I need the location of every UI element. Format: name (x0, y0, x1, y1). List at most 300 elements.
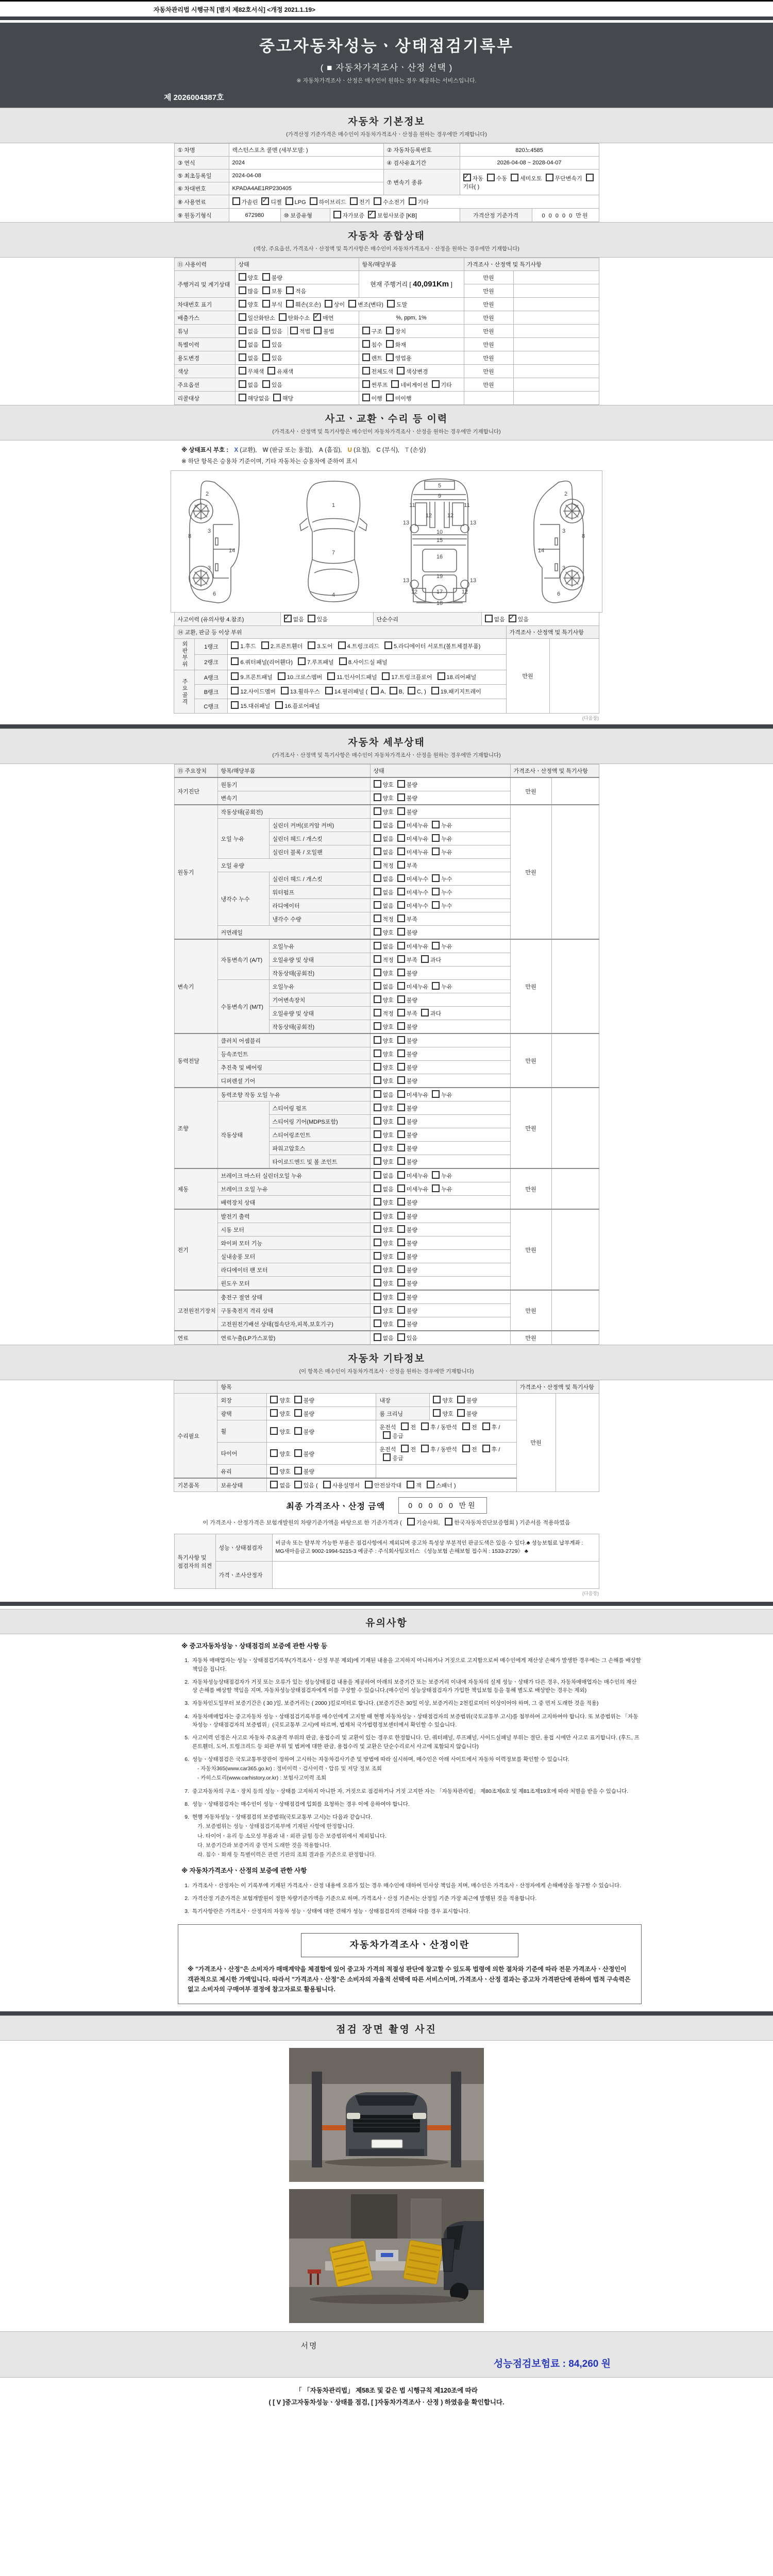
checkbox-전기[interactable] (350, 197, 358, 205)
checkbox-양호[interactable] (374, 1319, 381, 1327)
checkbox-미세누수[interactable] (397, 888, 405, 895)
checkbox-부식[interactable] (262, 300, 270, 308)
form-reference: 자동차관리법 시행규칙 [별지 제82호서식] <개정 2021.1.19> (154, 6, 316, 13)
checkbox-일산화탄소[interactable] (239, 313, 246, 321)
checkbox-스패너[interactable] (427, 1481, 434, 1488)
checkbox-8.사이드실 패널[interactable] (339, 657, 347, 665)
checkbox-양호[interactable] (374, 1306, 381, 1314)
checkbox-2.프론트휀더[interactable] (261, 641, 269, 649)
cell: 가격산정 기준가격 (460, 209, 532, 222)
checkbox-있음[interactable] (262, 340, 270, 348)
checkbox-없음[interactable] (239, 380, 246, 388)
checkbox-없음[interactable] (374, 821, 381, 828)
checkbox-불량[interactable] (457, 1396, 465, 1403)
checkbox-양호[interactable] (374, 995, 381, 1003)
checkbox-무단변속기[interactable] (546, 174, 553, 181)
checkbox-불량[interactable] (397, 1049, 405, 1057)
checkbox-label: 누유 (441, 1173, 452, 1179)
cell (228, 670, 506, 685)
checkbox-16.플로어패널[interactable] (275, 701, 283, 709)
checkbox-C[interactable] (408, 687, 415, 694)
checkbox-5.라디에이터 서포트(볼트체결부품)[interactable] (384, 641, 392, 649)
checkbox-13.휠하우스[interactable] (281, 687, 289, 694)
checkbox-세미오토[interactable] (511, 174, 518, 181)
checkbox-양호[interactable] (374, 1117, 381, 1125)
cell: 820노4585 (460, 144, 599, 157)
checkbox-양호[interactable] (374, 780, 381, 788)
checkbox-기술사회,[interactable] (407, 1518, 415, 1526)
checkbox-누유[interactable] (432, 821, 440, 828)
zone-number-3: 3 (562, 528, 566, 534)
checkbox-label: 누유 (441, 850, 452, 856)
checkbox-이행[interactable] (362, 394, 370, 401)
checkbox-불량[interactable] (397, 1198, 405, 1206)
checkbox-누수[interactable] (432, 901, 440, 909)
checkbox-있음[interactable] (308, 615, 315, 622)
notice-item: 2. 가격산정 기준가격은 보험개발원이 정한 차량기준가액을 기준으로 하며, 가격조사ㆍ산정 기준서는 산정일 기준 가장 최근에 발행된 것을 적용합니다. (184, 1895, 537, 1902)
checkbox-있음[interactable] (397, 1333, 405, 1341)
checkbox-양호[interactable] (433, 1409, 441, 1417)
checkbox-과다[interactable] (421, 955, 429, 963)
checkbox-양호[interactable] (270, 1409, 278, 1417)
checkbox-양호[interactable] (374, 1022, 381, 1030)
checkbox-A[interactable] (371, 687, 379, 694)
checkbox-양호[interactable] (374, 1265, 381, 1273)
checkbox-해당없음[interactable] (239, 394, 246, 401)
checkbox-12.사이드멤버[interactable] (231, 687, 239, 694)
checkbox-양호[interactable] (270, 1396, 278, 1403)
checkbox-불량[interactable] (397, 1252, 405, 1260)
checkbox-불량[interactable] (397, 1212, 405, 1219)
checkbox-없음[interactable] (374, 874, 381, 882)
checkbox-화재[interactable] (386, 340, 394, 348)
cell: ⑤ 최초등록일 (174, 170, 229, 182)
checkbox-있음[interactable] (262, 353, 270, 361)
checkbox-불량[interactable] (397, 1144, 405, 1151)
checkbox-불량[interactable] (397, 1306, 405, 1314)
checkbox-미세누수[interactable] (397, 874, 405, 882)
checkbox-보험사보증[interactable] (368, 211, 376, 218)
checkbox-양호[interactable] (374, 1130, 381, 1138)
cell: 만원 (510, 1088, 551, 1168)
checkbox-후[interactable] (482, 1445, 490, 1452)
checkbox-17.트렁크플로어[interactable] (382, 672, 390, 680)
checkbox-label: 적음 (295, 289, 307, 295)
checkbox-불량[interactable] (457, 1409, 465, 1417)
checkbox-누유[interactable] (432, 982, 440, 990)
checkbox-불량[interactable] (294, 1396, 302, 1403)
checkbox-부족[interactable] (397, 914, 405, 922)
cell: 추진축 및 베어링 (217, 1061, 370, 1074)
checkbox-있음[interactable] (509, 615, 516, 622)
checkbox-label: 보통 (271, 289, 283, 295)
checkbox-양호[interactable] (239, 273, 246, 281)
checkbox-가솔린[interactable] (232, 197, 240, 205)
checkbox-불량[interactable] (397, 1319, 405, 1327)
notice-item: 1. 자동차 매매업자는 성능ㆍ상태점검기록부(가격조사ㆍ산정 부분 제외)에 기재된 내용을 고지하지 아니하거나 거짓으로 고지함으로써 매수인에게 재산상 손해가 발생한 경우에는 그 손해를 배상할 책임을 집니다. (184, 1657, 641, 1672)
cell (370, 872, 510, 886)
checkbox-label: 불량 (406, 809, 418, 816)
checkbox-없음[interactable] (374, 848, 381, 855)
cell (551, 777, 599, 805)
signature-label[interactable]: 서명 (300, 2342, 318, 2351)
checkbox-부족[interactable] (397, 955, 405, 963)
checkbox-미세누유[interactable] (397, 982, 405, 990)
checkbox-불량[interactable] (397, 793, 405, 801)
checkbox-침수[interactable] (362, 340, 370, 348)
checkbox-네비게이션[interactable] (391, 380, 399, 388)
checkbox-11.인사이드패널[interactable] (327, 672, 335, 680)
checkbox-해당[interactable] (273, 394, 281, 401)
checkbox-label: 양호 (442, 1411, 453, 1417)
checkbox-미세누유[interactable] (397, 942, 405, 950)
checkbox-불량[interactable] (397, 1022, 405, 1030)
checkbox-없음[interactable] (239, 327, 246, 334)
checkbox-불량[interactable] (262, 273, 270, 281)
checkbox-훼손(오손)[interactable] (286, 300, 294, 308)
cell (370, 886, 510, 899)
checkbox-불량[interactable] (397, 1265, 405, 1273)
checkbox-양호[interactable] (374, 1144, 381, 1151)
checkbox-label: 가솔린 (241, 199, 258, 206)
checkbox-후[interactable] (482, 1422, 490, 1430)
checkbox-적정[interactable] (374, 1009, 381, 1016)
checkbox-미세누유[interactable] (397, 1171, 405, 1179)
checkbox-양호[interactable] (374, 1104, 381, 1111)
checkbox-label: 17.트렁크플로어 (391, 674, 432, 681)
checkbox-label: 불량 (406, 997, 418, 1004)
checkbox-label: 양호 (382, 1159, 394, 1165)
cell (370, 777, 510, 791)
checkbox-불량[interactable] (294, 1449, 302, 1457)
exchange-panel-table (0, 625, 773, 714)
checkbox-불량[interactable] (397, 1157, 405, 1165)
cell (359, 392, 464, 405)
checkbox-불량[interactable] (294, 1467, 302, 1475)
checkbox-양호[interactable] (374, 1076, 381, 1084)
checkbox-label: 기타( ) (463, 184, 480, 190)
checkbox-디젤[interactable] (261, 197, 269, 205)
device-group-자기진단: 자기진단 (174, 777, 217, 805)
zone-number-1: 1 (331, 502, 335, 509)
checkbox-없음[interactable] (284, 615, 292, 622)
performance-insurance-fee (175, 2356, 611, 2370)
checkbox-불량[interactable] (397, 807, 405, 815)
checkbox-6.쿼터패널(리어휀다)[interactable] (231, 657, 239, 665)
checkbox-적음[interactable] (286, 286, 294, 294)
checkbox-과다[interactable] (421, 1009, 429, 1016)
checkbox-양호[interactable] (270, 1449, 278, 1457)
checkbox-양호[interactable] (374, 928, 381, 936)
checkbox-누수[interactable] (432, 874, 440, 882)
checkbox-미세누수[interactable] (397, 901, 405, 909)
checkbox-전체도색[interactable] (362, 367, 370, 375)
checkbox-label: 양호 (247, 302, 259, 308)
checkbox-전[interactable] (462, 1422, 470, 1430)
checkbox-유채색[interactable] (267, 367, 275, 375)
checkbox-부족[interactable] (397, 1009, 405, 1016)
checkbox-19.패키지트레이[interactable] (431, 687, 439, 694)
checkbox-누유[interactable] (432, 1171, 440, 1179)
checkbox-미세누유[interactable] (397, 1184, 405, 1192)
checkbox-있음[interactable] (262, 327, 270, 334)
checkbox-양호[interactable] (374, 1252, 381, 1260)
checkbox-불량[interactable] (397, 1130, 405, 1138)
cell (370, 859, 510, 872)
checkbox-양호[interactable] (374, 1279, 381, 1286)
checkbox-양호[interactable] (374, 1198, 381, 1206)
checkbox-label: 침수 (371, 342, 382, 348)
checkbox-기타( )[interactable] (586, 174, 594, 181)
checkbox-수동[interactable] (487, 174, 495, 181)
checkbox-한국자동차진단보증협회[interactable] (445, 1518, 452, 1526)
checkbox-잭[interactable] (407, 1481, 414, 1488)
checkbox-label: 전 (471, 1447, 477, 1453)
checkbox-많음[interactable] (239, 286, 246, 294)
checkbox-전[interactable] (401, 1445, 409, 1452)
checkbox-불법[interactable] (314, 327, 322, 334)
checkbox-없음[interactable] (374, 901, 381, 909)
checkbox-양호[interactable] (433, 1396, 441, 1403)
zone-number-14: 14 (537, 548, 545, 554)
cell (370, 1304, 510, 1317)
checkbox-15.대쉬패널[interactable] (231, 701, 239, 709)
checkbox-없음[interactable] (374, 834, 381, 842)
cell (280, 613, 373, 626)
checkbox-불량[interactable] (397, 1279, 405, 1286)
checkbox-없음[interactable] (270, 1481, 278, 1488)
checkbox-B[interactable] (390, 687, 397, 694)
checkbox-썬루프[interactable] (362, 380, 370, 388)
checkbox-없음[interactable] (239, 340, 246, 348)
checkbox-불량[interactable] (294, 1409, 302, 1417)
checkbox-없음[interactable] (374, 888, 381, 895)
cell (513, 325, 599, 338)
checkbox-양호[interactable] (374, 1239, 381, 1246)
checkbox-누유[interactable] (432, 1184, 440, 1192)
cell: 오일 유량 (217, 859, 370, 872)
checkbox-9.프론트패널[interactable] (231, 672, 239, 680)
checkbox-label: 불법 (323, 329, 334, 335)
cell: 만원 (510, 1168, 551, 1209)
checkbox-변조(변타)[interactable] (348, 300, 356, 308)
checkbox-불량[interactable] (397, 1225, 405, 1233)
notices-body (178, 1641, 642, 2004)
cell: 실린더 헤드 / 개스킷 (269, 872, 370, 886)
cell: 만원 (464, 271, 513, 284)
checkbox-도말[interactable] (387, 300, 395, 308)
checkbox-1.후드[interactable] (231, 641, 239, 649)
cell: 작동상태(공회전) (269, 967, 370, 980)
checkbox-18.리어패널[interactable] (438, 672, 445, 680)
cell: 가격ㆍ조사산정자 (215, 1562, 272, 1589)
checkbox-label: 미세누유 (406, 1092, 429, 1098)
checkbox-7.루프패널[interactable] (298, 657, 306, 665)
checkbox-불량[interactable] (397, 995, 405, 1003)
checkbox-불량[interactable] (397, 1293, 405, 1300)
opinion-group-label: 특기사항 및 점검자의 의견 (174, 1534, 215, 1589)
checkbox-색상변경[interactable] (397, 367, 405, 375)
section-title: 자동차 기타정보 (348, 1353, 425, 1364)
cell (370, 845, 510, 859)
checkbox-누수[interactable] (432, 888, 440, 895)
checkbox-양호[interactable] (374, 807, 381, 815)
checkbox-불량[interactable] (397, 1117, 405, 1125)
checkbox-응급[interactable] (383, 1453, 391, 1461)
checkbox-있음[interactable] (262, 380, 270, 388)
checkbox-없음[interactable] (374, 982, 381, 990)
cell: 냉각수 누수 (217, 872, 269, 926)
checkbox-label: 불량 (466, 1411, 478, 1417)
divider (0, 724, 773, 728)
checkbox-기타[interactable] (409, 197, 416, 205)
cell: ⑦ 변속기 종류 (383, 170, 460, 195)
zone-number-17: 17 (436, 589, 443, 595)
checkbox-양호[interactable] (374, 1225, 381, 1233)
checkbox-없음[interactable] (374, 1171, 381, 1179)
cell: 만원 (506, 639, 549, 714)
checkbox-장치[interactable] (386, 327, 394, 334)
checkbox-label: 불량 (406, 1254, 418, 1260)
inspection-photo-garage-ramp (289, 2189, 484, 2323)
checkbox-적정[interactable] (374, 955, 381, 963)
checkbox-10.크로스멤버[interactable] (278, 672, 285, 680)
checkbox-전[interactable] (401, 1422, 409, 1430)
checkbox-양호[interactable] (374, 1157, 381, 1165)
cell: 비금속 또는 탈부착 가능한 부품은 점검사항에서 제외되며 중고차 특성상 부분적인 판금도색은 있을 수 있다.♣ 성능보험료 납부계좌 : MG새마을금고 9002-1994-5215-3 예금주 : 주식회사팀모터스 《성능보험 손해보험 접수처 : 1533-2729》 ♣ (272, 1534, 599, 1562)
checkbox-label: 양호 (382, 1308, 394, 1314)
checkbox-불량[interactable] (397, 1076, 405, 1084)
cell (370, 926, 510, 940)
checkbox-미세누유[interactable] (397, 1090, 405, 1098)
checkbox-전[interactable] (462, 1445, 470, 1452)
checkbox-자가보증[interactable] (333, 211, 341, 218)
checkbox-있음[interactable] (294, 1481, 302, 1488)
checkbox-label: 누수 (441, 890, 452, 896)
checkbox-양호[interactable] (270, 1427, 278, 1435)
checkbox-불량[interactable] (397, 1239, 405, 1246)
checkbox-없음[interactable] (374, 942, 381, 950)
checkbox-label: 양호 (382, 1024, 394, 1030)
checkbox-적정[interactable] (374, 861, 381, 869)
checkbox-누유[interactable] (432, 848, 440, 855)
checkbox-불량[interactable] (397, 780, 405, 788)
checkbox-없음[interactable] (374, 1090, 381, 1098)
cell (235, 378, 359, 392)
checkbox-부족[interactable] (397, 861, 405, 869)
checkbox-탄화수소[interactable] (279, 313, 287, 321)
checkbox-후[interactable] (421, 1445, 429, 1452)
cell: 디퍼렌셜 기어 (217, 1074, 370, 1088)
checkbox-양호[interactable] (374, 793, 381, 801)
cell: 현재 주행거리 [ 40,091Km ] (359, 271, 464, 298)
checkbox-label: 양호 (382, 1295, 394, 1301)
checkbox-불량[interactable] (397, 928, 405, 936)
cell: 리콜대상 (174, 392, 235, 405)
checkbox-없음[interactable] (374, 1184, 381, 1192)
checkbox-양호[interactable] (374, 1049, 381, 1057)
checkbox-양호[interactable] (374, 1212, 381, 1219)
section-title: 사고ㆍ교환ㆍ수리 등 이력 (325, 414, 448, 425)
checkbox-상이[interactable] (325, 300, 332, 308)
checkbox-무채색[interactable] (239, 367, 246, 375)
checkbox-렌트[interactable] (362, 353, 370, 361)
checkbox-3.도어[interactable] (308, 641, 315, 649)
checkbox-없음[interactable] (374, 1333, 381, 1341)
cell (235, 351, 359, 365)
checkbox-label: 불량 (303, 1411, 315, 1417)
checkbox-label: 양호 (382, 1241, 394, 1247)
checkbox-응급[interactable] (383, 1431, 391, 1439)
checkbox-양호[interactable] (374, 969, 381, 976)
checkbox-적정[interactable] (374, 914, 381, 922)
checkbox-보통[interactable] (262, 286, 270, 294)
checkbox-불량[interactable] (294, 1427, 302, 1435)
checkbox-하이브리드[interactable] (310, 197, 317, 205)
cell: 오일유량 및 상태 (269, 953, 370, 967)
checkbox-미세누유[interactable] (397, 821, 405, 828)
cell (359, 351, 464, 365)
checkbox-미세누유[interactable] (397, 848, 405, 855)
checkbox-양호[interactable] (374, 1293, 381, 1300)
checkbox-LPG[interactable] (285, 197, 293, 205)
checkbox-양호[interactable] (270, 1467, 278, 1475)
checkbox-불량[interactable] (397, 1063, 405, 1071)
checkbox-불량[interactable] (397, 1104, 405, 1111)
checkbox-구조[interactable] (362, 327, 370, 334)
checkbox-수소전기[interactable] (374, 197, 381, 205)
checkbox-4.트렁크리드[interactable] (338, 641, 346, 649)
checkbox-적법[interactable] (290, 327, 298, 334)
checkbox-미세누유[interactable] (397, 834, 405, 842)
checkbox-14.필러패널[interactable] (325, 687, 333, 694)
cell: ⑨ 원동기형식 (174, 209, 229, 222)
checkbox-불량[interactable] (397, 1036, 405, 1044)
checkbox-label: 전기 (359, 199, 371, 206)
checkbox-매연[interactable] (313, 313, 321, 321)
checkbox-양호[interactable] (374, 1063, 381, 1071)
cell: 색상 (174, 365, 235, 378)
checkbox-영업용[interactable] (386, 353, 394, 361)
checkbox-label: 있음 (303, 1483, 315, 1489)
divider (0, 2011, 773, 2015)
cell (235, 325, 359, 338)
checkbox-없음[interactable] (239, 353, 246, 361)
checkbox-label: 있음 (406, 1335, 418, 1342)
checkbox-양호[interactable] (374, 1036, 381, 1044)
checkbox-label: 없음 (293, 617, 304, 623)
checkbox-자동[interactable] (463, 174, 471, 181)
checkbox-안전삼각대[interactable] (365, 1481, 373, 1488)
checkbox-기타[interactable] (432, 380, 440, 388)
checkbox-누유[interactable] (432, 1090, 440, 1098)
checkbox-누유[interactable] (432, 942, 440, 950)
cell: 스티어링 펌프 (269, 1101, 370, 1115)
checkbox-label: 없음 (279, 1483, 291, 1489)
cell: B랭크 (195, 685, 228, 699)
final-price-note: 이 가격조사ㆍ산정가격은 보험개발원의 차량기준가액을 바탕으로 한 기준가격과 ( 기술사회, 한국자동차진단보증협회 ) 기준서를 적용하였음 (0, 1517, 773, 1532)
cell (228, 699, 506, 714)
checkbox-누유[interactable] (432, 834, 440, 842)
checkbox-후[interactable] (421, 1422, 429, 1430)
checkbox-사용설명서[interactable] (323, 1481, 331, 1488)
checkbox-미이행[interactable] (386, 394, 394, 401)
checkbox-양호[interactable] (239, 300, 246, 308)
checkbox-불량[interactable] (397, 969, 405, 976)
zone-number-8: 8 (581, 533, 585, 539)
cell (370, 791, 510, 805)
checkbox-없음[interactable] (485, 615, 493, 622)
